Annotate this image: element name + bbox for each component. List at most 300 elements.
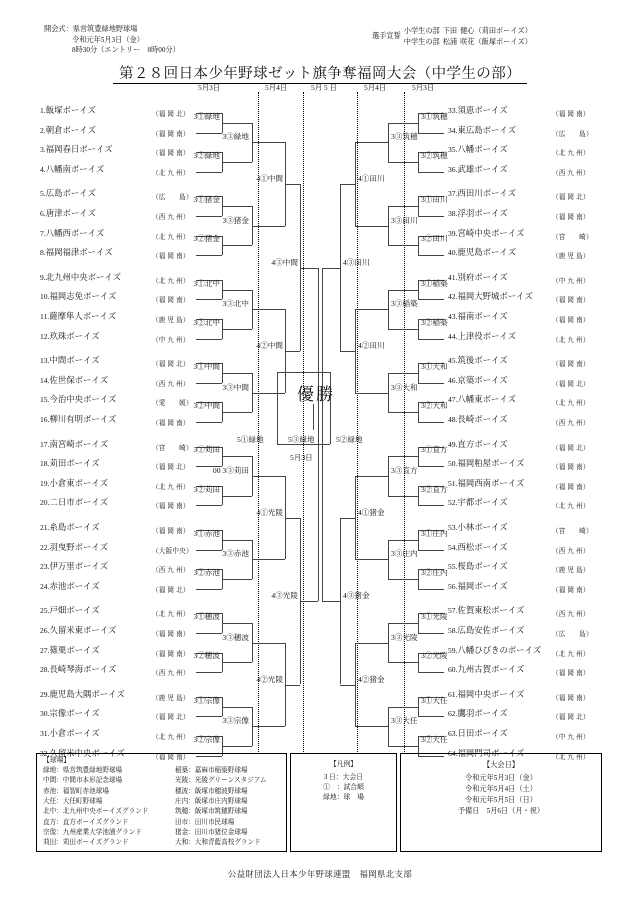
team-name: 鹿児島大隅ボーイズ [49,689,125,699]
team-name: 別府ボーイズ [457,272,508,282]
team-name: 桜島ボーイズ [457,562,508,572]
match-label: 3③田川 [391,215,418,225]
team-number: 29. [40,689,50,699]
match-label: 3①中間 [193,362,220,371]
match-label: 3①苅田 [193,445,220,455]
team-entry [448,394,516,405]
team-name: 広島安佐ボーイズ [457,626,525,635]
bracket-connector [418,236,419,256]
team-region: （西 九 州） [552,611,590,619]
team-number: 42. [448,292,458,302]
team-number: 32. [40,748,50,758]
team-name: 鷹羽ボーイズ [457,709,508,719]
team-number: 51. [448,478,458,488]
team-name: 朝倉ボーイズ [45,125,96,135]
team-name: 南宮崎ボーイズ [49,439,109,449]
team-name: 羽曳野ボーイズ [49,542,109,552]
team-entry [40,625,116,636]
team-stub-line [418,589,444,590]
team-entry [40,664,116,675]
team-name: 苅田ボーイズ [49,459,100,469]
bracket-advance-line [388,496,418,497]
team-entry [448,478,524,489]
team-entry [448,458,524,469]
team-stub-line [418,339,444,340]
bracket-connector [418,113,419,133]
date-row: 令和元年5月5日（日） [465,796,537,804]
match-label: 3②緑地 [193,151,220,160]
team-name: 福岡志免ボーイズ [49,292,117,302]
team-region: （西 九 州） [152,214,190,221]
bracket-connector [318,268,319,602]
bracket-advance-line [285,351,300,352]
bracket-advance-line [252,726,285,727]
bracket-advance-line [388,373,418,374]
team-region: （福 岡 南） [152,297,190,305]
team-name: 福岡大野城ボーイズ [457,292,533,302]
team-name: 福岡春日ボーイズ [45,145,113,155]
bracket-advance-line [222,707,252,708]
venue-row: 宗像：九州産業大学池浦グランド [43,828,142,836]
match-label: 3②苅田 [193,484,220,494]
team-name: 柳川有明ボーイズ [49,415,117,424]
team-entry [448,664,524,675]
bracket-advance-line [300,601,318,602]
team-stub-line [418,216,444,217]
team-entry [448,164,508,175]
team-region: （福 岡 南） [152,253,190,261]
team-region: （福 岡 南） [152,503,190,511]
team-number: 16. [40,415,50,424]
bracket-advance-line [222,329,252,330]
team-entry [448,645,541,656]
team-number: 25. [40,606,50,616]
match-label: 3②宗像 [193,734,220,744]
team-entry [40,331,100,342]
match-label: 3③稲築 [391,299,418,309]
bracket-advance-line [355,643,388,644]
match-label: 3②筑穂 [421,151,448,160]
team-number: 59. [448,645,458,655]
venue-row: 直方：直方ボーイズグランド [43,818,129,826]
team-name: 戸畑ボーイズ [49,606,100,616]
team-region: （福 岡 南） [152,130,190,138]
venue-row: 赤池：福智町赤池球場 [43,787,109,795]
team-number: 45. [448,356,458,366]
venue-row: 猪金：田川市猪位金球場 [175,828,248,836]
bracket-advance-line [388,746,418,747]
bracket-connector [418,697,419,717]
match-label: 3③光陵 [391,632,418,642]
team-region: （福 岡 北） [552,444,590,452]
team-entry [40,228,104,239]
team-region: （西 九 州） [552,420,590,427]
team-number: 41. [448,272,458,282]
date-row: 予備日 5月6日（月・祝） [457,807,545,815]
team-number: 58. [448,626,458,635]
team-name: 福南ボーイズ [457,312,508,321]
venue-box-heading: 【球場】 [43,757,71,764]
team-entry [448,605,524,616]
team-entry [40,272,121,283]
team-number: 11. [40,312,50,321]
match-label: 3①稲築 [421,278,448,288]
bracket-connector [322,268,323,602]
team-stub-line [418,466,444,467]
legend-row: 緑地：球 場 [323,794,364,801]
match-label: 3①田川 [421,195,448,205]
team-stub-line [196,255,222,256]
team-region: （福 岡 北） [552,714,590,722]
team-entry [448,522,508,533]
team-stub-line [418,505,444,506]
team-number: 10. [40,292,50,302]
bracket-advance-line [355,142,388,143]
team-number: 55. [448,562,458,572]
team-name: 九州古賀ボーイズ [457,665,525,675]
final-box-line [277,372,330,373]
team-stub-line [196,216,222,217]
team-number: 23. [40,562,50,572]
bracket-advance-line [222,373,252,374]
team-region: （福 岡 南） [552,214,590,221]
team-region: （北 九 州） [152,233,190,241]
team-entry [40,458,100,469]
team-entry [448,291,533,302]
bracket-advance-line [222,623,252,624]
team-number: 21. [40,523,50,532]
date-column-headers [0,82,640,96]
team-name: 佐世保ボーイズ [49,375,109,385]
team-region: （中 九 州） [152,336,190,344]
bracket-advance-line [322,268,340,269]
team-number: 17. [40,439,50,449]
legend-heading: 【凡例】 [329,761,358,768]
team-number: 33. [448,106,458,115]
bracket-advance-line [252,643,285,644]
team-number: 28. [40,665,50,675]
team-entry [448,208,508,219]
tournament-dates-box [400,753,602,852]
bracket-advance-line [340,184,355,185]
team-entry [448,228,524,239]
team-name: 武雄ボーイズ [457,164,508,174]
team-number: 8. [40,248,46,258]
match-label: 3③庄内 [391,549,418,559]
team-entry [448,188,516,199]
team-entry [40,478,108,489]
team-name: 佐賀東松ボーイズ [457,606,525,616]
champion-label: 優勝 [297,385,335,404]
team-number: 56. [448,581,458,591]
bracket-advance-line [222,290,252,291]
ceremony-line-1: 開会式：県営筑豊緑地野球場 [44,25,138,33]
team-name: 久留米中央ボーイズ [49,748,125,758]
team-name: 福岡福津ボーイズ [45,248,113,258]
column-divider [303,92,304,752]
team-name: 鹿児島ボーイズ [457,248,517,258]
match-label: 4③猪金 [343,591,370,601]
team-entry [448,689,524,700]
bracket-advance-line [222,579,252,580]
team-number: 22. [40,542,50,552]
team-number: 2. [40,125,46,135]
match-label: 3③大和 [391,382,418,392]
team-entry [448,581,508,592]
bracket-connector [418,653,419,673]
team-entry [40,414,116,425]
team-name: 伊万里ボーイズ [49,562,109,572]
team-region: （広 島） [552,631,593,638]
team-number: 52. [448,498,458,508]
bracket-advance-line [222,662,252,663]
oath-row [372,26,535,37]
bracket-advance-line [222,540,252,541]
team-region: （北 九 州） [552,400,590,408]
team-name: 西松ボーイズ [457,542,508,552]
match-label: 4①光陵 [256,507,283,517]
ceremony-line-2: 令和元年5月3日（金） [72,35,144,44]
team-region: （広 島） [552,130,593,138]
team-number: 18. [40,459,50,469]
match-label: 3①緑地 [193,111,220,121]
team-region: （中 九 州） [552,277,590,285]
match-label: 3③直方 [391,466,418,475]
date-column-header: 5月4日 [265,83,288,92]
team-name: 八幡東ボーイズ [457,395,517,405]
bracket-advance-line [340,351,355,352]
team-region: （福 岡 南） [552,464,590,472]
legend-row: 3 日：大会日 [323,774,364,781]
bracket-advance-line [285,518,300,519]
bracket-advance-line [388,329,418,330]
team-region: （福 岡 南） [552,297,590,305]
team-name: 篠栗ボーイズ [49,645,100,655]
final-box-line [277,372,278,444]
team-entry [40,394,116,405]
bracket-advance-line [388,290,418,291]
oath-surname: 松浦 [442,37,458,46]
team-entry [40,689,125,700]
bracket-advance-line [355,476,388,477]
match-label: 3③中間 [222,382,249,392]
champion-match-label: 5③緑地 [288,435,315,444]
team-name: 糸島ボーイズ [49,523,100,532]
team-name: 福岡ボーイズ [457,581,508,591]
oath-table [372,26,535,47]
match-label: 4②田川 [358,340,385,350]
team-region: （広 島） [152,194,193,202]
date-column-header: 5月3日 [198,83,221,92]
match-label: 4③中間 [271,257,298,267]
team-stub-line [418,172,444,173]
team-name: 福岡中央ボーイズ [457,689,525,699]
bracket-advance-line [252,309,285,310]
venue-row: 中間：中間市本形記念球場 [43,777,123,785]
team-entry [40,645,100,656]
team-stub-line [196,339,222,340]
team-entry [448,439,508,450]
team-stub-line [418,255,444,256]
bracket-advance-line [222,746,252,747]
team-name: 浮羽ボーイズ [457,209,508,218]
match-label: 3②大和 [421,401,448,411]
bracket-advance-line [388,245,418,246]
match-label: 4①中間 [256,174,283,184]
team-entry [448,375,508,386]
team-region: （西 九 州） [552,169,590,177]
date-column-header: 5月 5 日 [311,83,337,92]
match-label: 3①北中 [193,278,220,288]
match-label: 3①大任 [421,695,448,705]
team-name: 直方ボーイズ [457,439,508,449]
bracket-connector [418,280,419,300]
team-number: 57. [448,606,458,616]
match-label: 3③筑穂 [391,132,418,142]
team-name: 八幡南ボーイズ [45,164,105,174]
team-name: 宇都ボーイズ [457,498,508,508]
bracket-connector [355,643,356,726]
team-name: 八幡西ボーイズ [45,228,105,238]
team-number: 1. [40,106,46,115]
bracket-connector [388,540,389,579]
team-region: （福 岡 南） [152,650,190,658]
team-entry [448,561,508,572]
dates-heading: 【大会日】 [483,761,519,769]
bracket-advance-line [355,309,388,310]
team-region: （西 九 州） [552,547,590,555]
team-number: 35. [448,145,458,155]
team-region: （福 岡 南） [552,694,590,702]
bracket-advance-line [355,226,388,227]
bracket-connector [418,447,419,467]
team-region: （鹿 児 島） [552,253,590,261]
team-stub-line [196,133,222,134]
team-region: （北 九 州） [552,650,590,658]
team-name: 北九州中央ボーイズ [45,272,121,282]
team-region: （福 岡 北） [152,464,190,472]
bracket-advance-line [222,496,252,497]
team-number: 48. [448,415,458,424]
team-entry [40,144,113,155]
bracket-advance-line [322,601,340,602]
match-label: 3②直方 [421,484,448,494]
bracket-advance-line [388,456,418,457]
team-number: 31. [40,729,50,738]
bracket-advance-line [355,726,388,727]
team-stub-line [196,716,222,717]
team-number: 19. [40,478,50,488]
team-number: 9. [40,272,46,282]
match-label: 3①大和 [421,362,448,371]
bracket-advance-line [388,579,418,580]
column-divider [258,92,259,752]
final-left-label: 5①緑地 [237,435,264,444]
match-label: 3③大任 [391,716,418,726]
team-region: （福 岡 北） [152,361,190,369]
team-name: 広島ボーイズ [45,189,96,199]
team-entry [40,542,108,553]
team-stub-line [196,422,222,423]
team-number: 20. [40,498,50,508]
bracket-advance-line [388,123,418,124]
bracket-connector [418,613,419,633]
oath-division: 小学生の部 [403,27,440,35]
team-region: （北 九 州） [152,734,190,741]
team-region: （鹿 児 島） [552,567,590,575]
ceremony-line-3: 8時30分（エントリー 8時00分） [72,46,180,54]
team-name: 小倉東ボーイズ [49,478,109,488]
match-label: 4③光陵 [271,591,298,601]
team-entry [40,581,100,592]
team-number: 39. [448,228,458,238]
team-region: （福 岡 北） [552,194,590,202]
match-label: 3①赤池 [193,528,220,538]
team-number: 50. [448,459,458,469]
match-label: 3①宗像 [193,695,220,705]
bracket-advance-line [355,393,388,394]
team-entry [40,188,96,199]
bracket-connector [388,623,389,662]
bracket-advance-line [340,685,355,686]
match-label: 3①直方 [421,445,448,455]
team-entry [448,708,508,719]
team-stub-line [196,505,222,506]
team-stub-line [418,383,444,384]
bracket-advance-line [285,685,300,686]
team-entry [448,272,508,283]
bracket-advance-line [388,540,418,541]
team-stub-line [196,383,222,384]
team-region: （福 岡 北） [152,714,190,722]
team-stub-line [418,133,444,134]
team-name: 日田ボーイズ [457,729,508,738]
team-name: 中間ボーイズ [49,356,100,366]
venue-row: 大和：大和青藍高校グランド [175,839,261,847]
bracket-advance-line [388,412,418,413]
legend-box [290,753,397,852]
team-region: （福 岡 南） [152,753,190,761]
player-oath-info [372,26,535,47]
team-stub-line [418,299,444,300]
match-label: 3②稲築 [421,317,448,327]
bracket-advance-line [222,123,252,124]
team-name: 西田川ボーイズ [457,189,517,199]
match-label: 3②赤池 [193,568,220,577]
team-number: 5. [40,189,46,199]
team-stub-line [418,422,444,423]
team-region: （福 岡 南） [152,528,190,535]
team-number: 34. [448,125,458,135]
legend-row: ① ：試合順 [323,784,364,791]
bracket-advance-line [388,162,418,163]
team-number: 49. [448,439,458,449]
column-divider [404,92,405,752]
team-region: （中 九 州） [552,734,590,741]
team-region: （北 九 州） [552,753,590,761]
team-region: （北 九 州） [152,611,190,619]
bracket-advance-line [222,245,252,246]
team-name: 八幡ひびきのボーイズ [457,645,542,655]
team-stub-line [418,716,444,717]
match-label: 3③猪金 [222,215,249,225]
team-entry [448,414,508,425]
match-label: 3②中間 [193,401,220,411]
page-title-text: 第２８回日本少年野球ゼット旗争奪福岡大会（中学生の部） [113,66,527,84]
team-entry [40,247,113,258]
venue-row: 大任：大任町野球場 [43,797,103,805]
match-label: 3②穂波 [193,651,220,661]
